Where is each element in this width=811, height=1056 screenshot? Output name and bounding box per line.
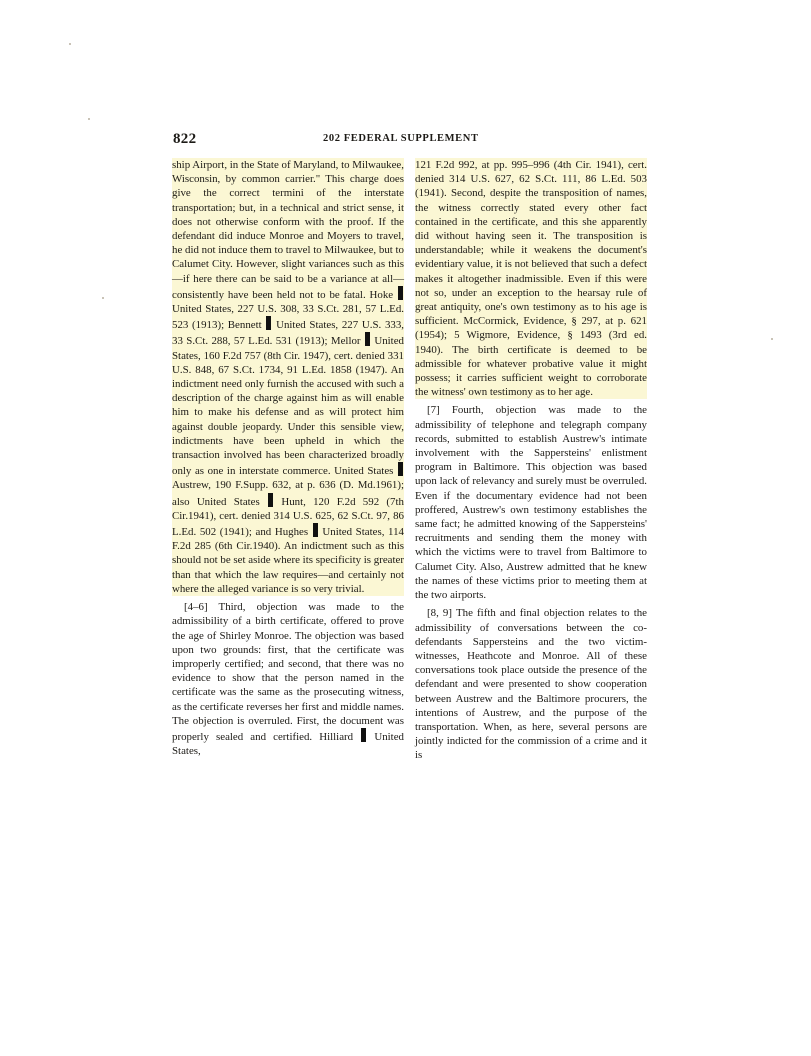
- headnote-key: [8, 9]: [427, 607, 453, 620]
- text-run: ship Airport, in the State of Maryland, to Milwaukee, Wisconsin, by common carrier." This charge does give the correct termini of the interstate transportation; but, in a technical and strict sense, it does not otherwise conform with the proof. If the defendant did induce Monroe and Moyers to travel, he did not induce them to travel to Milwaukee, but to Calumet City. However, slight variances such as this—if here there can be said to be a variance at all—consistently have been held not to be fatal. Hoke: [172, 159, 404, 301]
- redaction-mark: [365, 332, 370, 346]
- redaction-mark: [398, 462, 403, 476]
- left-column: [172, 158, 404, 758]
- text-run: 121 F.2d 992, at pp. 995–996 (4th Cir. 1941), cert. denied 314 U.S. 627, 62 S.Ct. 111, 86 L.Ed. 503 (1941). Second, despite the transposition of names, the witness correctly stated every other fact contained in the certificate, and this she apparently did without having seen it. The transposition is understandable; while it weakens the document's evidentiary value, it is not believed that such a defect makes it altogether inadmissible. Even if this were not so, under an exception to the hearsay rule of great antiquity, one's own testimony as to his age is sufficient. McCormick, Evidence, § 297, at p. 621 (1954); 5 Wigmore, Evidence, § 1493 (3rd ed. 1940). The birth certificate is deemed to be admissible for whatever probative value it might possess; it carries sufficient weight to corroborate the witness' own testimony as to her age.: [415, 159, 647, 399]
- text-run: Fourth, objection was made to the admissibility of telephone and telegraph company records, submitted to establish Austrew's intimate involvement with the Sappersteins' enlistment program in Baltimore. This objection was based upon lack of relevancy and surely must be overruled. Even if the documentary evidence had not been proffered, Austrew's own testimony establishes the same fact; he admitted knowing of the Sappersteins' recruitments and sending them the money with which the victims were to travel from Baltimore to Calumet City. Also, Austrew admitted that he knew the names of these victims prior to meeting them at the two airports.: [415, 404, 647, 602]
- running-head: 202 FEDERAL SUPPLEMENT: [323, 133, 479, 144]
- scan-speck: [102, 297, 104, 299]
- redaction-mark: [266, 316, 271, 330]
- page-number: 822: [173, 131, 197, 147]
- scan-speck: [69, 43, 71, 45]
- scan-speck: [771, 338, 773, 340]
- paragraph-birth-certificate: [172, 600, 404, 758]
- headnote-key: [7]: [427, 404, 440, 417]
- redaction-mark: [398, 286, 403, 300]
- text-run: Austrew, 190 F.Supp. 632, at p. 636 (D. Md.1961); also United States: [172, 479, 404, 508]
- text-run: United States, 227 U.S. 333, 33 S.Ct. 288, 57 L.Ed. 531 (1913); Mellor: [172, 319, 404, 348]
- paragraph-variance: [172, 158, 404, 596]
- text-run: United States,: [172, 730, 404, 758]
- paragraph-telephone-records: [415, 403, 647, 602]
- text-run: Third, objection was made to the admissibility of a birth certificate, offered to prove the age of Shirley Monroe. The objection was based upon two grounds: first, that the certificate was improperly certified; and second, that there was no evidence to show that the person named in the certificate was the same as the prosecuting witness, as the certificate reverses her first and middle names. The objection is overruled. First, the document was properly sealed and certified. Hilliard: [172, 601, 404, 743]
- redaction-mark: [268, 493, 273, 507]
- redaction-mark: [361, 728, 366, 742]
- text-run: United States, 160 F.2d 757 (8th Cir. 1947), cert. denied 331 U.S. 848, 67 S.Ct. 1734, 91 L.Ed. 1858 (1947). An indictment need only furnish the accused with such a description of the charge against him as will enable him to make his defense and as will protect him against double jeopardy. Under this sensible view, indictments have been upheld in which the transaction involved has been characterized broadly only as one in interstate commerce. United States: [172, 335, 404, 478]
- paragraph-certificate-continued: [415, 158, 647, 399]
- text-run: United States, 114 F.2d 285 (6th Cir.1940). An indictment such as this should not be set aside where its specificity is greater than that which the law requires—and certainly not where the alleged variance is so very trivial.: [172, 526, 404, 595]
- text-run: United States, 227 U.S. 308, 33 S.Ct. 281, 57 L.Ed. 523 (1913); Bennett: [172, 303, 404, 332]
- right-column: [415, 158, 647, 763]
- text-run: Hunt, 120 F.2d 592 (7th Cir.1941), cert. denied 314 U.S. 625, 62 S.Ct. 97, 86 L.Ed. 502 (1941); and Hughes: [172, 495, 404, 539]
- paragraph-conversations: [415, 606, 647, 762]
- redaction-mark: [313, 523, 318, 537]
- headnote-key: [4–6]: [184, 601, 208, 614]
- scan-speck: [88, 118, 90, 120]
- text-run: The fifth and final objection relates to the admissibility of conversations between the co-defendants Sappersteins and the two victim-witnesses, Heathcote and Monroe. All of these conversations took place outside the presence of the defendant and were presented to show cooperation between Austrew and the Baltimore procurers, the intentions of Austrew, and the purpose of the transportation. When, as here, several persons are jointly indicted for the commission of a crime and it is: [415, 607, 648, 762]
- page-header: [173, 131, 645, 149]
